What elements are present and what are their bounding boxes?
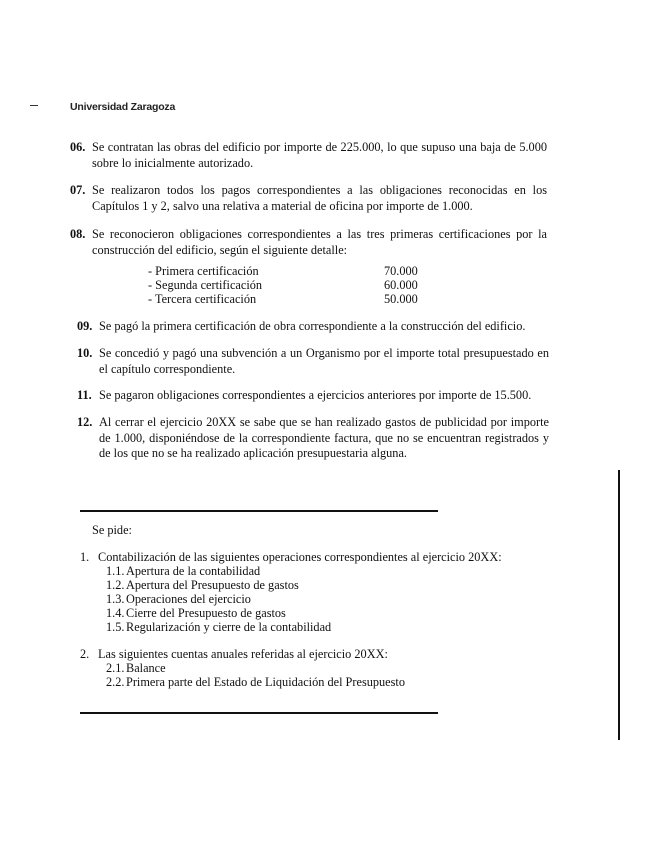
requirement-number: 2.: [80, 647, 90, 661]
item-number: 11.: [77, 388, 92, 402]
divider-bottom: [80, 712, 438, 714]
subitem-number: 1.2.: [106, 578, 125, 592]
subitem-number: 2.2.: [106, 675, 125, 689]
requirements-heading: Se pide:: [92, 523, 132, 537]
subitem-text: Primera parte del Estado de Liquidación del Presupuesto: [126, 675, 405, 689]
item-number: 06.: [70, 140, 86, 154]
subitem-number: 1.3.: [106, 592, 125, 606]
subitem-text: Cierre del Presupuesto de gastos: [126, 606, 286, 620]
page-header: Universidad Zaragoza: [70, 101, 176, 113]
certification-value: 50.000: [384, 292, 418, 306]
subitem-text: Apertura de la contabilidad: [126, 564, 261, 578]
item-number: 07.: [70, 183, 86, 197]
item-text: Se pagaron obligaciones correspondientes a ejercicios anteriores por importe de 15.500.: [99, 388, 532, 402]
item-text: Se contratan las obras del edificio por importe de 225.000, lo que supuso una baja de 5.000 sobre lo inicialmente autorizado.: [92, 140, 547, 170]
item-number: 10.: [77, 346, 93, 360]
item-text: Se concedió y pagó una subvención a un Organismo por el importe total presupuestado en el capítulo correspondiente.: [99, 346, 549, 376]
divider-top: [80, 510, 438, 512]
certification-value: 60.000: [384, 278, 418, 292]
subitem-text: Apertura del Presupuesto de gastos: [126, 578, 299, 592]
subitem-number: 1.1.: [106, 564, 125, 578]
subitem-text: Regularización y cierre de la contabilidad: [126, 620, 332, 634]
item-text: Al cerrar el ejercicio 20XX se sabe que se han realizado gastos de publicidad por importe de 1.000, disponiéndose de la correspondiente factura, que no se encuentran registrados y de los que no se ha realizado aplicación presupuestaria alguna.: [99, 415, 549, 460]
subitem-text: Operaciones del ejercicio: [126, 592, 251, 606]
item-text: Se pagó la primera certificación de obra correspondiente a la construcción del edificio.: [99, 319, 526, 333]
item-number: 12.: [77, 415, 93, 429]
item-text: Se realizaron todos los pagos correspondientes a las obligaciones reconocidas en los Capítulos 1 y 2, salvo una relativa a material de oficina por importe de 1.000.: [92, 183, 547, 213]
certification-label: - Segunda certificación: [148, 278, 263, 292]
subitem-number: 1.4.: [106, 606, 125, 620]
subitem-text: Balance: [126, 661, 166, 675]
scan-mark: [30, 105, 38, 106]
item-number: 09.: [77, 319, 93, 333]
certification-label: - Tercera certificación: [148, 292, 257, 306]
certification-value: 70.000: [384, 264, 418, 278]
subitem-number: 2.1.: [106, 661, 125, 675]
item-number: 08.: [70, 227, 86, 241]
scan-edge: [618, 470, 620, 740]
requirement-text: Las siguientes cuentas anuales referidas al ejercicio 20XX:: [98, 647, 388, 661]
item-text: Se reconocieron obligaciones correspondientes a las tres primeras certificaciones por la construcción del edificio, según el siguiente detalle:: [92, 227, 547, 257]
subitem-number: 1.5.: [106, 620, 125, 634]
certification-label: - Primera certificación: [148, 264, 259, 278]
requirement-text: Contabilización de las siguientes operaciones correspondientes al ejercicio 20XX:: [98, 550, 502, 564]
requirement-number: 1.: [80, 550, 90, 564]
